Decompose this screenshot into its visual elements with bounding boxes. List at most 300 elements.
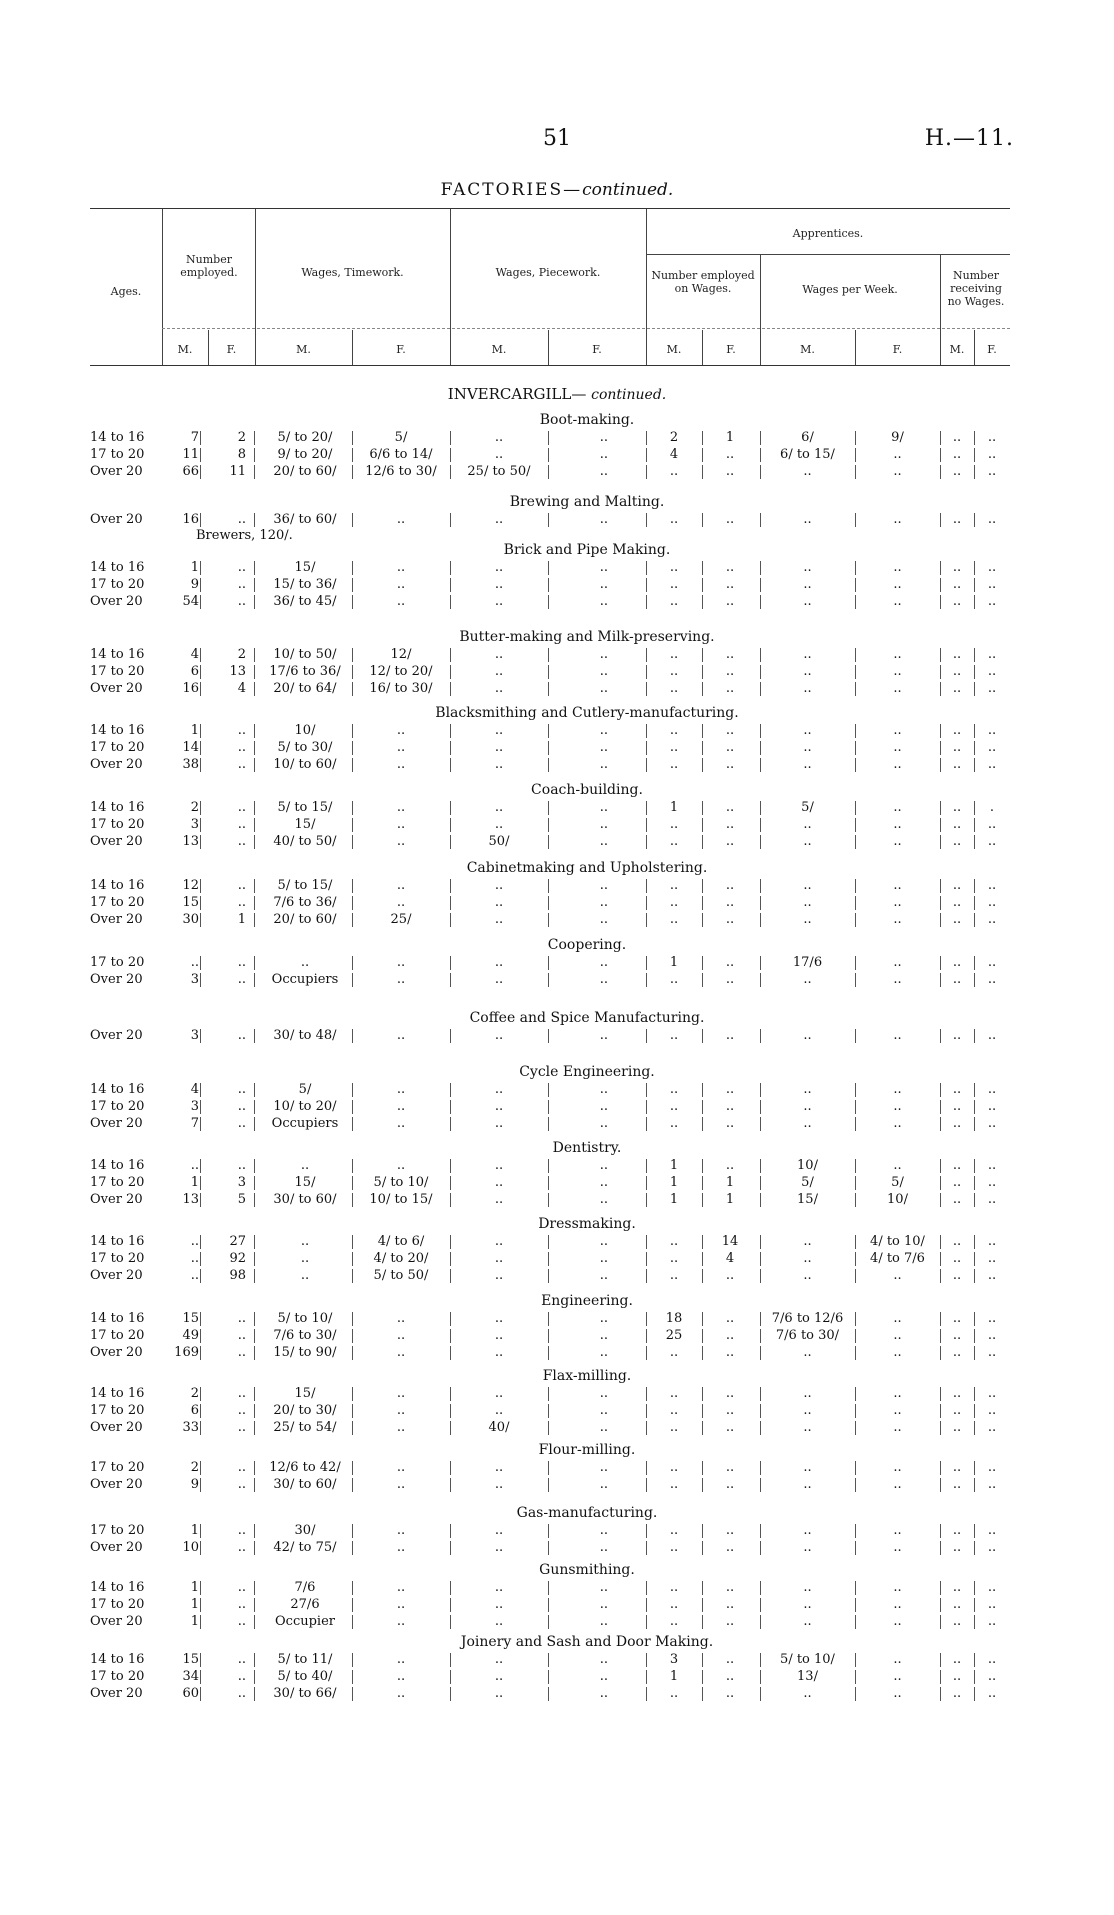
column-rule [200, 1329, 201, 1343]
column-rule [200, 801, 201, 815]
cell-pf: .. [599, 1386, 608, 1401]
cell-wf: .. [893, 878, 902, 893]
cell-nf: .. [237, 1420, 246, 1435]
cell-nm: 3 [190, 1099, 199, 1114]
cell-af: .. [725, 464, 735, 479]
cell-wf: .. [893, 1268, 902, 1283]
cell-um: .. [952, 1192, 962, 1207]
table-row [0, 511, 1114, 528]
cell-tm: 42/ to 75/ [273, 1540, 337, 1555]
cell-age: 14 to 16 [90, 1158, 145, 1173]
table-row [0, 1027, 1114, 1044]
table-row [0, 646, 1114, 663]
cell-nf: .. [237, 1477, 246, 1492]
cell-am: .. [669, 1028, 679, 1043]
cell-uf: .. [987, 681, 997, 696]
cell-wf: .. [893, 1652, 902, 1667]
cell-tf: .. [396, 895, 406, 910]
cell-um: .. [952, 834, 962, 849]
cell-um: .. [952, 878, 962, 893]
cell-pm: .. [494, 1028, 504, 1043]
cell-wf: 4/ to 7/6 [870, 1251, 925, 1266]
cell-af: .. [725, 664, 735, 679]
cell-uf: .. [987, 1251, 997, 1266]
cell-tf: .. [396, 1652, 406, 1667]
cell-wm: .. [803, 1082, 812, 1097]
cell-nm: 15 [182, 895, 199, 910]
cell-age: 17 to 20 [90, 1523, 145, 1538]
column-rule [200, 448, 201, 462]
cell-pm: .. [494, 878, 504, 893]
cell-uf: .. [987, 430, 997, 445]
cell-nf: .. [237, 1386, 246, 1401]
cell-af: .. [725, 647, 735, 662]
section-title: Brewing and Malting. [509, 494, 665, 510]
cell-age: Over 20 [90, 1345, 143, 1360]
cell-tm: 5/ to 11/ [277, 1652, 333, 1667]
cell-pm: .. [494, 955, 504, 970]
cell-wf: .. [893, 817, 902, 832]
cell-nf: .. [237, 723, 246, 738]
cell-age: 14 to 16 [90, 800, 145, 815]
cell-tm: 40/ to 50/ [273, 834, 337, 849]
cell-pm: .. [494, 577, 504, 592]
cell-um: .. [952, 1420, 962, 1435]
cell-pf: .. [599, 1460, 608, 1475]
cell-age: 17 to 20 [90, 447, 145, 462]
cell-tf: 4/ to 20/ [373, 1251, 429, 1266]
cell-age: Over 20 [90, 512, 143, 527]
cell-uf: .. [987, 464, 997, 479]
cell-tm: 36/ to 60/ [273, 512, 337, 527]
cell-age: 14 to 16 [90, 1234, 145, 1249]
cell-wf: 4/ to 10/ [870, 1234, 925, 1249]
cell-pf: .. [599, 594, 608, 609]
cell-um: .. [952, 1652, 962, 1667]
cell-age: 17 to 20 [90, 1669, 145, 1684]
column-rule [200, 1541, 201, 1555]
cell-wm: .. [803, 878, 812, 893]
cell-pm: .. [494, 1597, 504, 1612]
cell-tf: 25/ [390, 912, 412, 927]
cell-tm: 15/ [294, 560, 316, 575]
column-rule [200, 1404, 201, 1418]
cell-age: 17 to 20 [90, 740, 145, 755]
cell-af: .. [725, 817, 735, 832]
cell-am: .. [669, 1477, 679, 1492]
cell-age: 17 to 20 [90, 1597, 145, 1612]
cell-uf: .. [987, 723, 997, 738]
cell-pm: .. [494, 664, 504, 679]
cell-wm: .. [803, 577, 812, 592]
cell-af: .. [725, 1268, 735, 1283]
section-title: Coffee and Spice Manufacturing. [469, 1010, 705, 1026]
table-row [0, 1522, 1114, 1539]
cell-tf: 4/ to 6/ [377, 1234, 425, 1249]
cell-tm: 30/ [294, 1523, 316, 1538]
cell-tf: .. [396, 723, 406, 738]
table-row [0, 877, 1114, 894]
cell-pm: .. [494, 447, 504, 462]
section-coffee-and-spice-manufacturing [0, 1010, 1114, 1044]
cell-wf: .. [893, 681, 902, 696]
cell-pm: .. [494, 895, 504, 910]
cell-af: .. [725, 681, 735, 696]
cell-uf: .. [987, 1477, 997, 1492]
cell-wm: .. [803, 1028, 812, 1043]
cell-nm: .. [190, 1251, 199, 1266]
header-f-no-wages: F. [987, 343, 997, 356]
cell-age: 14 to 16 [90, 1386, 145, 1401]
cell-nf: 92 [229, 1251, 246, 1266]
cell-wm: 15/ [797, 1192, 818, 1207]
section-flax-milling [0, 1368, 1114, 1436]
cell-tm: 5/ to 20/ [277, 430, 333, 445]
cell-nf: .. [237, 757, 246, 772]
cell-um: .. [952, 430, 962, 445]
cell-wf: .. [893, 723, 902, 738]
cell-tf: .. [396, 740, 406, 755]
cell-uf: .. [987, 1597, 997, 1612]
table-row [0, 1098, 1114, 1115]
cell-am: .. [669, 464, 679, 479]
cell-age: 14 to 16 [90, 430, 145, 445]
cell-nm: .. [190, 955, 199, 970]
cell-am: .. [669, 1386, 679, 1401]
cell-tf: .. [396, 1477, 406, 1492]
cell-pf: .. [599, 1669, 608, 1684]
cell-pm: .. [494, 1523, 504, 1538]
cell-wf: .. [893, 972, 902, 987]
cell-tf: .. [396, 1420, 406, 1435]
cell-pm: .. [494, 1175, 504, 1190]
cell-tf: .. [396, 800, 406, 815]
cell-af: .. [725, 1345, 735, 1360]
cell-af: .. [725, 1477, 735, 1492]
cell-wf: .. [893, 1669, 902, 1684]
cell-af: .. [725, 1460, 735, 1475]
cell-af: .. [725, 800, 735, 815]
cell-wf: .. [893, 1523, 902, 1538]
cell-nm: 1 [190, 560, 199, 575]
cell-age: 14 to 16 [90, 1652, 145, 1667]
cell-wm: .. [803, 560, 812, 575]
cell-wf: 10/ [887, 1192, 908, 1207]
header-f-piecework: F. [592, 343, 602, 356]
cell-tm: 5/ to 10/ [277, 1311, 333, 1326]
cell-af: 1 [725, 1175, 735, 1190]
cell-pm: .. [494, 1345, 504, 1360]
cell-pm: .. [494, 1540, 504, 1555]
cell-af: .. [725, 1420, 735, 1435]
cell-am: .. [669, 577, 679, 592]
cell-nf: 11 [229, 464, 246, 479]
cell-nm: 6 [190, 1403, 199, 1418]
cell-um: .. [952, 647, 962, 662]
cell-tm: 15/ [294, 1175, 316, 1190]
cell-tf: .. [396, 1311, 406, 1326]
cell-wm: 6/ to 15/ [780, 447, 835, 462]
cell-nm: 13 [182, 834, 199, 849]
table-row [0, 1157, 1114, 1174]
section-title: Gunsmithing. [539, 1562, 635, 1578]
cell-nf: .. [237, 1580, 246, 1595]
column-rule [200, 1100, 201, 1114]
section-cycle-engineering [0, 1064, 1114, 1132]
cell-uf: .. [987, 817, 997, 832]
column-rule [200, 513, 201, 527]
cell-um: .. [952, 955, 962, 970]
table-row [0, 1081, 1114, 1098]
cell-wm: .. [803, 895, 812, 910]
cell-tm: .. [300, 1251, 310, 1266]
column-rule [200, 1478, 201, 1492]
cell-tf: .. [396, 577, 406, 592]
cell-nf: 1 [237, 912, 246, 927]
cell-tm: 20/ to 60/ [273, 464, 337, 479]
cell-af: .. [725, 594, 735, 609]
table-row [0, 722, 1114, 739]
cell-pf: .. [599, 1477, 608, 1492]
cell-pm: .. [494, 1234, 504, 1249]
cell-am: .. [669, 1403, 679, 1418]
cell-wm: .. [803, 912, 812, 927]
section-title: Dressmaking. [538, 1216, 636, 1232]
cell-am: .. [669, 1234, 679, 1249]
cell-pm: .. [494, 1460, 504, 1475]
column-rule [200, 1598, 201, 1612]
cell-pm: 50/ [488, 834, 510, 849]
cell-um: .. [952, 1268, 962, 1283]
column-rule [200, 835, 201, 849]
section-dressmaking [0, 1216, 1114, 1284]
cell-af: .. [725, 1082, 735, 1097]
cell-tm: 15/ [294, 1386, 316, 1401]
cell-uf: .. [987, 1328, 997, 1343]
cell-am: 1 [669, 1158, 679, 1173]
table-row [0, 816, 1114, 833]
cell-tf: .. [396, 955, 406, 970]
cell-pm: .. [494, 1477, 504, 1492]
column-rule [200, 561, 201, 575]
cell-age: Over 20 [90, 1477, 143, 1492]
table-row [0, 1613, 1114, 1630]
cell-nf: .. [237, 1540, 246, 1555]
cell-wm: .. [803, 1403, 812, 1418]
cell-am: 1 [669, 800, 679, 815]
cell-tm: 36/ to 45/ [273, 594, 337, 609]
town-heading [0, 385, 1114, 403]
cell-uf: .. [987, 1082, 997, 1097]
cell-tf: .. [396, 817, 406, 832]
cell-af: .. [725, 1158, 735, 1173]
cell-age: Over 20 [90, 757, 143, 772]
cell-pm: .. [494, 800, 504, 815]
column-rule [200, 1193, 201, 1207]
cell-am: .. [669, 912, 679, 927]
document-reference: H.—11. [924, 126, 1014, 151]
cell-um: .. [952, 560, 962, 575]
cell-tf: .. [396, 560, 406, 575]
cell-tf: .. [396, 512, 406, 527]
cell-nf: .. [237, 1311, 246, 1326]
column-rule [200, 431, 201, 445]
section-title: Cabinetmaking and Upholstering. [466, 860, 708, 876]
cell-pm: .. [494, 560, 504, 575]
cell-pf: .. [599, 447, 608, 462]
column-rule [200, 1687, 201, 1701]
cell-um: .. [952, 912, 962, 927]
cell-tm: 15/ [294, 817, 316, 832]
cell-tm: 10/ to 60/ [273, 757, 337, 772]
header-m-employed: M. [177, 343, 193, 356]
cell-tm: 17/6 to 36/ [269, 664, 341, 679]
cell-age: 17 to 20 [90, 664, 145, 679]
cell-um: .. [952, 1099, 962, 1114]
table-row [0, 1191, 1114, 1208]
cell-pf: .. [599, 1345, 608, 1360]
cell-uf: .. [987, 1686, 997, 1701]
cell-nm: 13 [182, 1192, 199, 1207]
cell-tm: 10/ to 50/ [273, 647, 337, 662]
cell-am: .. [669, 878, 679, 893]
table-row [0, 663, 1114, 680]
cell-wf: .. [893, 1328, 902, 1343]
column-rule [200, 1269, 201, 1283]
cell-uf: .. [987, 560, 997, 575]
cell-nf: .. [237, 834, 246, 849]
cell-am: .. [669, 757, 679, 772]
cell-tf: .. [396, 594, 406, 609]
table-row [0, 799, 1114, 816]
cell-pm: .. [494, 1669, 504, 1684]
cell-pf: .. [599, 955, 608, 970]
cell-pm: .. [494, 681, 504, 696]
column-rule [200, 1235, 201, 1249]
cell-uf: .. [987, 577, 997, 592]
cell-am: .. [669, 594, 679, 609]
cell-age: Over 20 [90, 1116, 143, 1131]
header-m-app-wages: M. [666, 343, 682, 356]
cell-pm: .. [494, 512, 504, 527]
cell-wf: .. [893, 800, 902, 815]
cell-am: 25 [665, 1328, 683, 1343]
cell-tf: .. [396, 1328, 406, 1343]
section-cabinetmaking-and-upholstering [0, 860, 1114, 928]
section-coach-building [0, 782, 1114, 850]
cell-am: 2 [669, 430, 679, 445]
cell-uf: .. [987, 1158, 997, 1173]
cell-wm: .. [803, 1523, 812, 1538]
header-m-piecework: M. [491, 343, 507, 356]
cell-am: .. [669, 1116, 679, 1131]
cell-am: .. [669, 1460, 679, 1475]
cell-tm: 10/ [294, 723, 316, 738]
cell-nm: 4 [190, 1082, 199, 1097]
cell-nf: 98 [229, 1268, 246, 1283]
cell-uf: .. [987, 1420, 997, 1435]
cell-uf: .. [987, 1311, 997, 1326]
cell-nm: 1 [190, 1614, 199, 1629]
cell-age: Over 20 [90, 1540, 143, 1555]
cell-pf: .. [599, 577, 608, 592]
cell-wm: 5/ [801, 800, 814, 815]
cell-uf: .. [987, 1028, 997, 1043]
cell-um: .. [952, 817, 962, 832]
cell-af: .. [725, 1403, 735, 1418]
cell-nm: 33 [182, 1420, 199, 1435]
section-title: Brick and Pipe Making. [503, 542, 671, 558]
cell-wm: 10/ [797, 1158, 818, 1173]
table-row [0, 833, 1114, 850]
column-rule [200, 1421, 201, 1435]
cell-um: .. [952, 681, 962, 696]
cell-tm: 5/ to 40/ [277, 1669, 333, 1684]
cell-pm: .. [494, 430, 504, 445]
table-row [0, 739, 1114, 756]
table-row [0, 971, 1114, 988]
cell-pm: .. [494, 1614, 504, 1629]
cell-nf: .. [237, 1523, 246, 1538]
cell-um: .. [952, 664, 962, 679]
cell-age: 17 to 20 [90, 1460, 145, 1475]
cell-um: .. [952, 1460, 962, 1475]
cell-uf: .. [987, 1460, 997, 1475]
cell-af: .. [725, 955, 735, 970]
cell-wm: .. [803, 681, 812, 696]
cell-wf: .. [893, 757, 902, 772]
cell-wm: .. [803, 1386, 812, 1401]
section-dentistry [0, 1140, 1114, 1208]
cell-tm: 5/ to 30/ [277, 740, 333, 755]
cell-tm: .. [300, 1268, 310, 1283]
cell-wf: .. [893, 1403, 902, 1418]
cell-af: .. [725, 1099, 735, 1114]
cell-af: .. [725, 895, 735, 910]
cell-pm: .. [494, 1192, 504, 1207]
cell-nf: 13 [229, 664, 246, 679]
cell-wf: .. [893, 1345, 902, 1360]
cell-pf: .. [599, 1268, 608, 1283]
table-header [90, 208, 1010, 366]
column-rule [200, 1461, 201, 1475]
cell-nm: 3 [190, 1028, 199, 1043]
cell-af: .. [725, 577, 735, 592]
cell-age: Over 20 [90, 972, 143, 987]
cell-pf: .. [599, 464, 608, 479]
cell-wf: .. [893, 1614, 902, 1629]
cell-af: .. [725, 1580, 735, 1595]
cell-wm: .. [803, 972, 812, 987]
cell-age: Over 20 [90, 594, 143, 609]
section-blacksmithing-and-cutlery-manufacturing [0, 705, 1114, 773]
cell-wf: .. [893, 1311, 902, 1326]
cell-wf: .. [893, 447, 902, 462]
cell-nf: .. [237, 1082, 246, 1097]
cell-uf: .. [987, 1268, 997, 1283]
cell-am: 1 [669, 955, 679, 970]
cell-nf: .. [237, 817, 246, 832]
cell-nm: 16 [182, 681, 199, 696]
cell-am: .. [669, 560, 679, 575]
cell-nm: 4 [190, 647, 199, 662]
cell-um: .. [952, 1328, 962, 1343]
cell-pf: .. [599, 878, 608, 893]
cell-nm: 38 [182, 757, 199, 772]
cell-wf: .. [893, 1028, 902, 1043]
cell-nm: 30 [182, 912, 199, 927]
header-m-no-wages: M. [949, 343, 965, 356]
